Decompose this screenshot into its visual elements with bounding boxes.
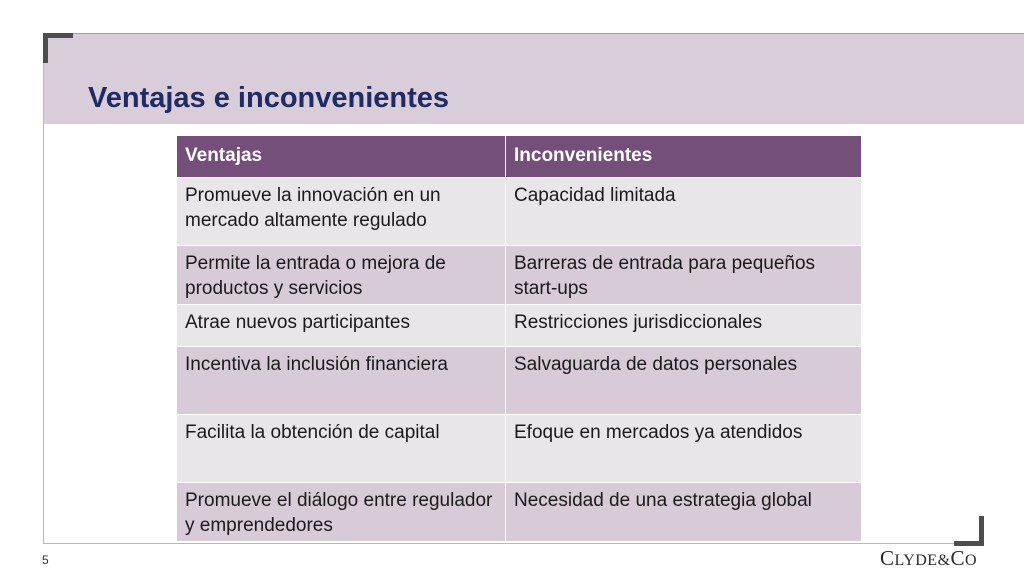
table-row [177,305,862,347]
table-cell: Barreras de entrada para pequeños start-ups [506,246,862,305]
table-cell: Atrae nuevos participantes [177,305,506,347]
logo-letters: O [965,552,978,569]
header-ventajas: Ventajas [177,136,506,178]
logo-letter: C [880,546,895,570]
table-row [177,483,862,542]
corner-bracket-top-left-vertical [43,33,48,63]
clyde-co-logo [880,546,977,572]
logo-letter: C [950,546,966,570]
table-cell: Incentiva la inclusión financiera [177,347,506,415]
table-cell: Necesidad de una estrategia global [506,483,862,542]
table-row [177,415,862,483]
logo-ampersand: & [937,552,951,569]
header-inconvenientes: Inconvenientes [506,136,862,178]
table-cell: Promueve el diálogo entre regulador y emprendedores [177,483,506,542]
table-row [177,246,862,305]
table-header-row [177,136,862,178]
page-number: 5 [42,553,49,567]
table-cell: Promueve la innovación en un mercado altamente regulado [177,178,506,246]
bottom-rule [43,543,981,544]
table-cell: Permite la entrada o mejora de productos y servicios [177,246,506,305]
table-row [177,347,862,415]
corner-bracket-bottom-right-vertical [979,516,984,546]
table-cell: Facilita la obtención de capital [177,415,506,483]
comparison-table [176,135,862,542]
slide-title: Ventajas e inconvenientes [88,82,450,114]
left-rule [43,33,44,544]
table-cell: Efoque en mercados ya atendidos [506,415,862,483]
table-cell: Salvaguarda de datos personales [506,347,862,415]
table-row [177,178,862,246]
table-cell: Restricciones jurisdiccionales [506,305,862,347]
table-cell: Capacidad limitada [506,178,862,246]
logo-letters: LYDE [894,552,938,569]
